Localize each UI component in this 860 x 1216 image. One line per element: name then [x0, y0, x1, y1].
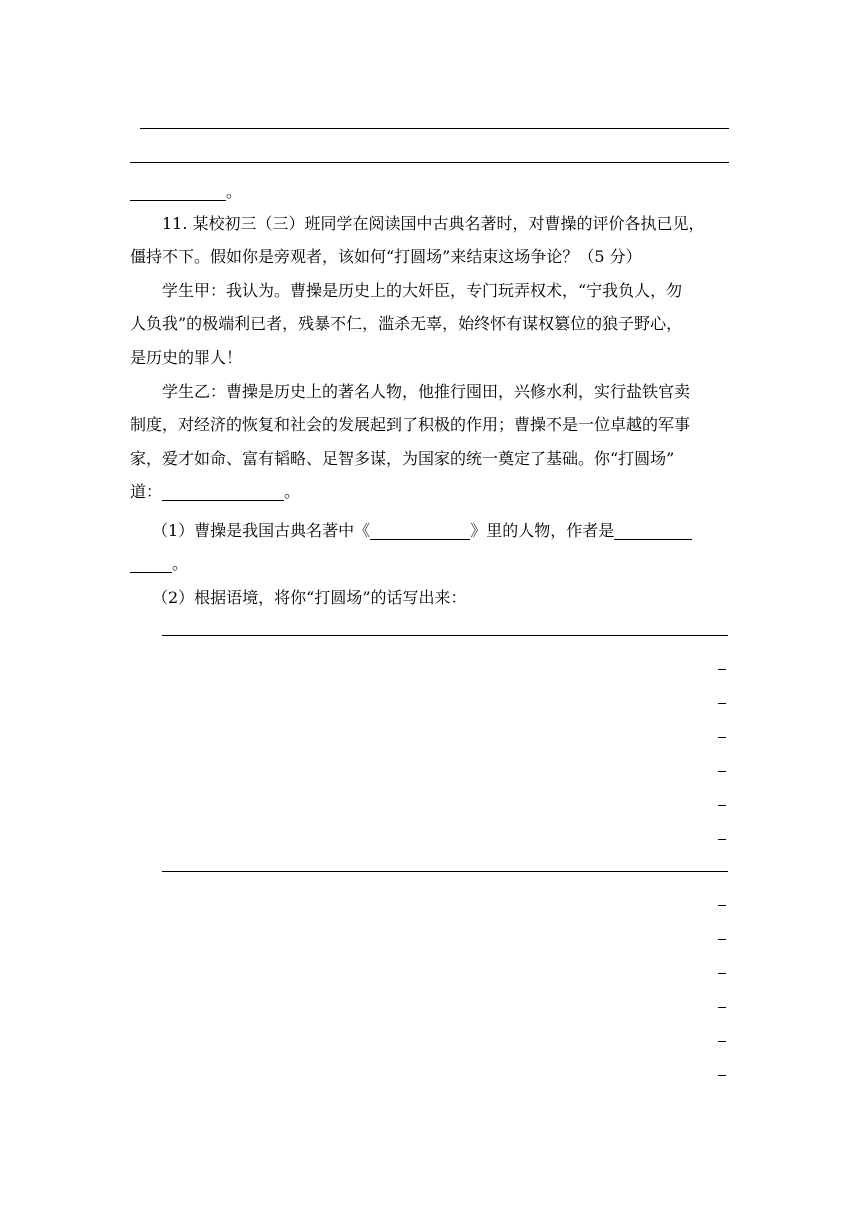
- answer-line-mark: [718, 771, 726, 772]
- sub-question-1: （1）曹操是我国古典名著中《 》里的人物，作者是: [152, 516, 730, 546]
- student-a-line: 学生甲：我认为。曹操是历史上的大奸臣，专门玩弄权术，“宁我负人，勿: [162, 281, 683, 300]
- answer-line-mark: [718, 973, 726, 974]
- question-prompt: [162, 209, 730, 239]
- answer-line[interactable]: [162, 635, 728, 636]
- question-prompt-cont: 僵持不下。假如你是旁观者，该如何“打圆场”来结束这场争论？（5 分）: [130, 247, 642, 266]
- question-number: 11.: [162, 214, 188, 233]
- student-a-line: 是历史的罪人！: [130, 348, 243, 367]
- book-title-blank[interactable]: [370, 521, 470, 540]
- student-b-answer: 道： 。: [130, 482, 301, 501]
- student-b-line: 家，爱才如命、富有韬略、足智多谋，为国家的统一奠定了基础。你“打圆场”: [130, 449, 675, 468]
- student-b-line: 制度，对经济的恢复和社会的发展起到了积极的作用；曹操不是一位卓越的军事: [130, 415, 691, 434]
- answer-line[interactable]: [140, 128, 729, 129]
- answer-line-mark: [718, 905, 726, 906]
- answer-blank[interactable]: [130, 182, 226, 201]
- student-a-line: 人负我”的极端利已者，残暴不仁，滥杀无辜，始终怀有谋权篡位的狼子野心，: [130, 314, 683, 333]
- answer-line-mark: [718, 839, 726, 840]
- answer-line-mark: [718, 703, 726, 704]
- answer-line-mark: [718, 669, 726, 670]
- answer-line-mark: [718, 1075, 726, 1076]
- sub-question-1-cont: 。: [130, 549, 730, 579]
- answer-line-mark: [718, 737, 726, 738]
- answer-blank[interactable]: [162, 482, 284, 501]
- answer-line-mark: [718, 1041, 726, 1042]
- question-text: 某校初三（三）班同学在阅读国中古典名著时，对曹操的评价各执已见，: [192, 214, 705, 233]
- author-blank[interactable]: [614, 521, 692, 540]
- answer-line-mark: [718, 939, 726, 940]
- author-blank-cont[interactable]: [130, 554, 172, 573]
- answer-line-end: 。: [130, 177, 730, 207]
- answer-line-mark: [718, 805, 726, 806]
- student-b-line: 学生乙：曹操是历史上的著名人物，他推行囤田，兴修水利，实行盐铁官卖: [162, 382, 691, 401]
- answer-line[interactable]: [162, 871, 728, 872]
- sub-question-2: （2）根据语境，将你“打圆场”的话写出来：: [152, 588, 467, 607]
- answer-line-mark: [718, 1007, 726, 1008]
- answer-line[interactable]: [130, 162, 729, 163]
